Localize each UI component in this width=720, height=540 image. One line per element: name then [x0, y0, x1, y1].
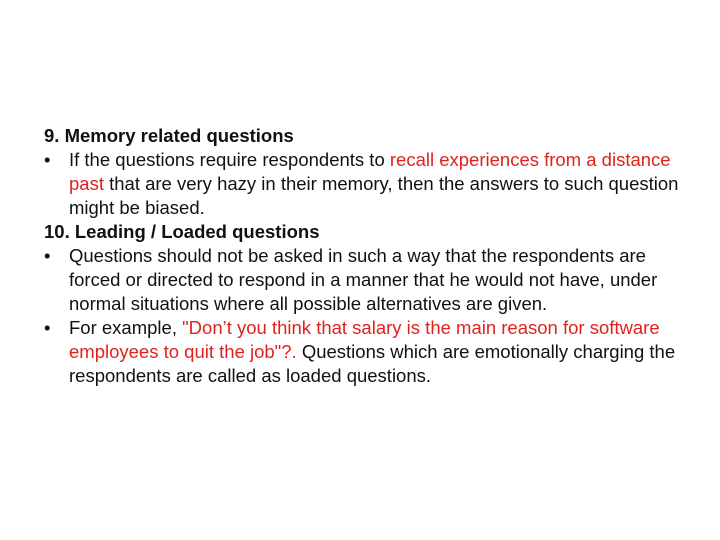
- section-heading-leading-loaded-questions: 10. Leading / Loaded questions: [44, 221, 320, 242]
- bullet-recall-experiences: [44, 148, 694, 220]
- slide-body: [44, 124, 694, 388]
- bullet-dot-icon: •: [44, 149, 51, 170]
- section-heading-memory-questions: 9. Memory related questions: [44, 125, 294, 146]
- bullet-text: that are very hazy in their memory, then the answers to such question might be biased.: [69, 173, 679, 218]
- bullet-dot-icon: •: [44, 245, 51, 266]
- bullet-text: Questions which are emotionally charging the respondents are called as loaded questions.: [69, 341, 676, 386]
- bullet-dot-icon: •: [44, 317, 51, 338]
- bullet-text: If the questions require respondents to: [69, 149, 390, 170]
- bullet-text: Questions should not be asked in such a way that the respondents are forced or directed to respond in a manner that he would not have, under normal situations where all possible alternatives are given.: [69, 245, 658, 314]
- highlighted-example-question: "Don’t you think that salary is the main reason for software employees to quit the job"?.: [69, 317, 660, 362]
- bullet-text: For example,: [69, 317, 183, 338]
- highlighted-phrase: recall experiences from a distance past: [69, 149, 671, 194]
- bullet-not-forced: [44, 244, 694, 316]
- bullet-example: [44, 316, 694, 388]
